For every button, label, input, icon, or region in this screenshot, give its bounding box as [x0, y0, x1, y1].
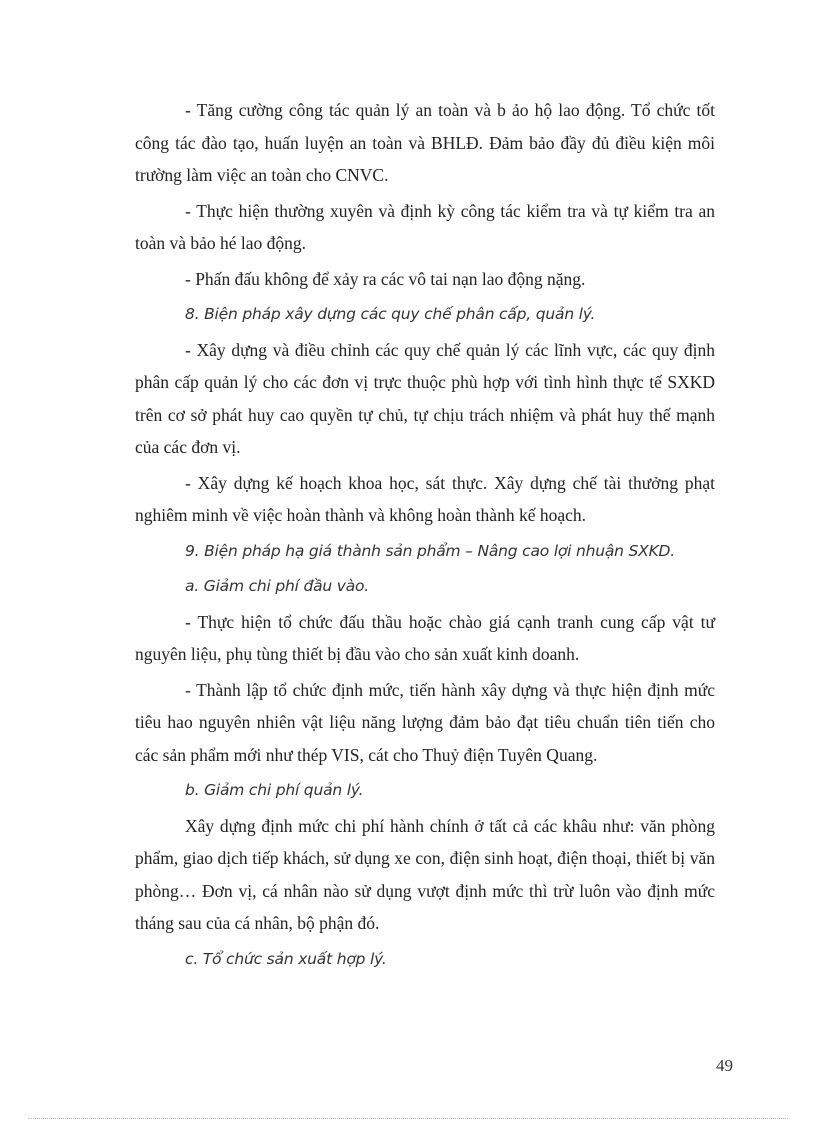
paragraph-labor-safety: - Tăng cường công tác quản lý an toàn và b ảo hộ lao động. Tổ chức tốt công tác đào tạo, huấn luyện an toàn và BHLĐ. Đảm bảo đầy đủ điều kiện môi trường làm việc an toàn cho CNVC. — [135, 100, 715, 185]
paragraph-inspection: - Thực hiện thường xuyên và định kỳ công tác kiểm tra và tự kiểm tra an toàn và bảo hé lao động. — [135, 200, 715, 253]
heading-section-8: 8. Biện pháp xây dựng các quy chế phân cấp, quản lý. — [185, 305, 596, 323]
heading-section-9: 9. Biện pháp hạ giá thành sản phẩm – Nâng cao lợi nhuận SXKD. — [185, 541, 675, 560]
paragraph-no-accidents: - Phấn đấu không để xảy ra các vô tai nạn lao động nặng. — [185, 268, 586, 289]
heading-section-9a: a. Giảm chi phí đầu vào. — [185, 577, 370, 595]
paragraph-bidding: - Thực hiện tổ chức đấu thầu hoặc chào giá cạnh tranh cung cấp vật tư nguyên liệu, phụ tùng thiết bị đầu vào cho sản xuất kinh doanh. — [135, 611, 715, 664]
heading-section-9c: c. Tổ chức sản xuất hợp lý. — [185, 949, 387, 968]
paragraph-norms: - Thành lập tổ chức định mức, tiến hành xây dựng và thực hiện định mức tiêu hao nguyên nhiên vật liệu năng lượng đảm bảo đạt tiêu chuẩn tiên tiến cho các sản phẩm mới như thép VIS, cát cho Thuỷ điện Tuyên Quang. — [135, 679, 715, 765]
footer-divider — [28, 1118, 788, 1119]
paragraph-admin-costs: Xây dựng định mức chi phí hành chính ở tất cả các khâu như: văn phòng phẩm, giao dịch tiếp khách, sử dụng xe con, điện sinh hoạt, điện thoại, thiết bị văn phòng… Đơn vị, cá nhân nào sử dụng vượt định mức thì trừ luôn vào định mức tháng sau của cá nhân, bộ phận đó. — [135, 815, 715, 933]
page-body — [135, 94, 715, 975]
page-number: 49 — [716, 1056, 733, 1075]
paragraph-planning: - Xây dựng kế hoạch khoa học, sát thực. Xây dựng chế tài thưởng phạt nghiêm minh về việc hoàn thành và không hoàn thành kế hoạch. — [135, 472, 715, 525]
paragraph-regulations: - Xây dựng và điều chỉnh các quy chế quản lý các lĩnh vực, các quy định phân cấp quản lý cho các đơn vị trực thuộc phù hợp với tình hình thực tế SXKD trên cơ sở phát huy cao quyền tự chủ, tự chịu trách nhiệm và phát huy thế mạnh của các đơn vị. — [135, 339, 715, 457]
heading-section-9b: b. Giảm chi phí quản lý. — [185, 781, 364, 799]
